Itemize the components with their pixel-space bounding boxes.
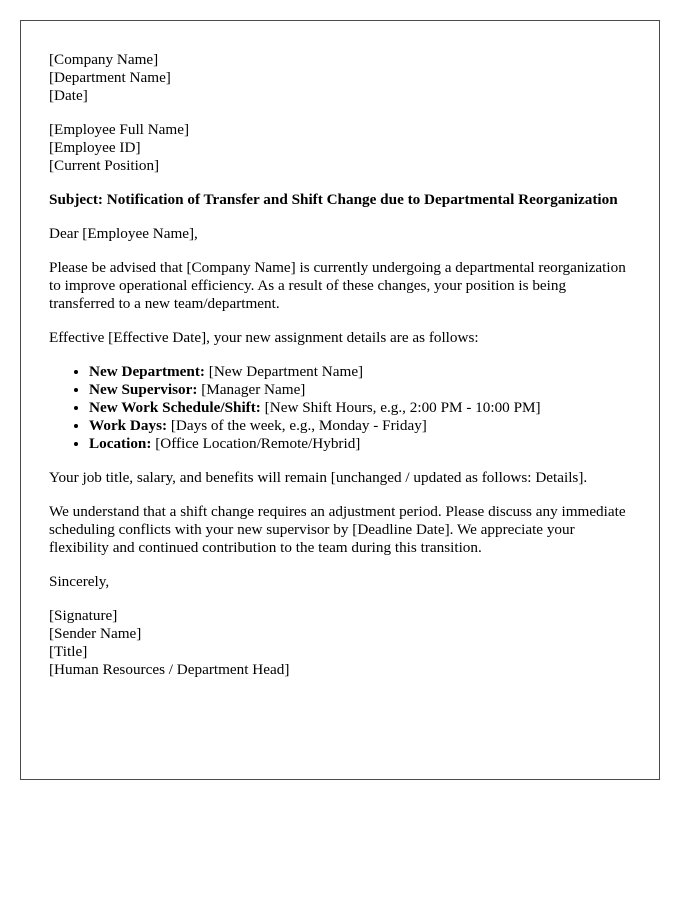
detail-label: New Department: [89, 363, 205, 380]
sender-name: [Sender Name] [49, 625, 142, 642]
detail-label: Work Days: [89, 417, 168, 434]
letter-header [49, 51, 631, 105]
detail-value: [Days of the week, e.g., Monday - Friday] [167, 417, 427, 434]
intro-paragraph: Please be advised that [Company Name] is currently undergoing a departmental reorganization to improve operational efficiency. As a result of these changes, your position is being transferred to a new team/department. [49, 259, 626, 312]
detail-label: New Supervisor: [89, 381, 198, 398]
letter-page [20, 20, 660, 780]
list-item [89, 399, 631, 417]
list-item [89, 435, 631, 453]
list-item [89, 363, 631, 381]
sender-department: [Human Resources / Department Head] [49, 661, 290, 678]
letter-date: [Date] [49, 87, 88, 104]
list-item [89, 417, 631, 435]
subject-line: Subject: Notification of Transfer and Shift Change due to Departmental Reorganization [49, 191, 618, 208]
signature: [Signature] [49, 607, 118, 624]
detail-value: [Manager Name] [197, 381, 306, 398]
sender-title: [Title] [49, 643, 88, 660]
signoff: Sincerely, [49, 573, 110, 590]
current-position: [Current Position] [49, 157, 160, 174]
closing-paragraph: We understand that a shift change requires an adjustment period. Please discuss any immediate scheduling conflicts with your new supervisor by [Deadline Date]. We appreciate your flexibility and continued contribution to the team during this transition. [49, 503, 626, 556]
employee-full-name: [Employee Full Name] [49, 121, 190, 138]
detail-label: New Work Schedule/Shift: [89, 399, 261, 416]
assignment-details-list [49, 363, 631, 453]
detail-value: [Office Location/Remote/Hybrid] [151, 435, 361, 452]
recipient-block [49, 121, 631, 175]
detail-label: Location: [89, 435, 152, 452]
compensation-paragraph: Your job title, salary, and benefits will remain [unchanged / updated as follows: Details]. [49, 469, 588, 486]
salutation: Dear [Employee Name], [49, 225, 198, 242]
list-item [89, 381, 631, 399]
signature-block [49, 607, 631, 679]
detail-value: [New Shift Hours, e.g., 2:00 PM - 10:00 PM] [260, 399, 541, 416]
company-name: [Company Name] [49, 51, 159, 68]
detail-value: [New Department Name] [204, 363, 364, 380]
department-name: [Department Name] [49, 69, 171, 86]
effective-paragraph: Effective [Effective Date], your new assignment details are as follows: [49, 329, 479, 346]
employee-id: [Employee ID] [49, 139, 141, 156]
